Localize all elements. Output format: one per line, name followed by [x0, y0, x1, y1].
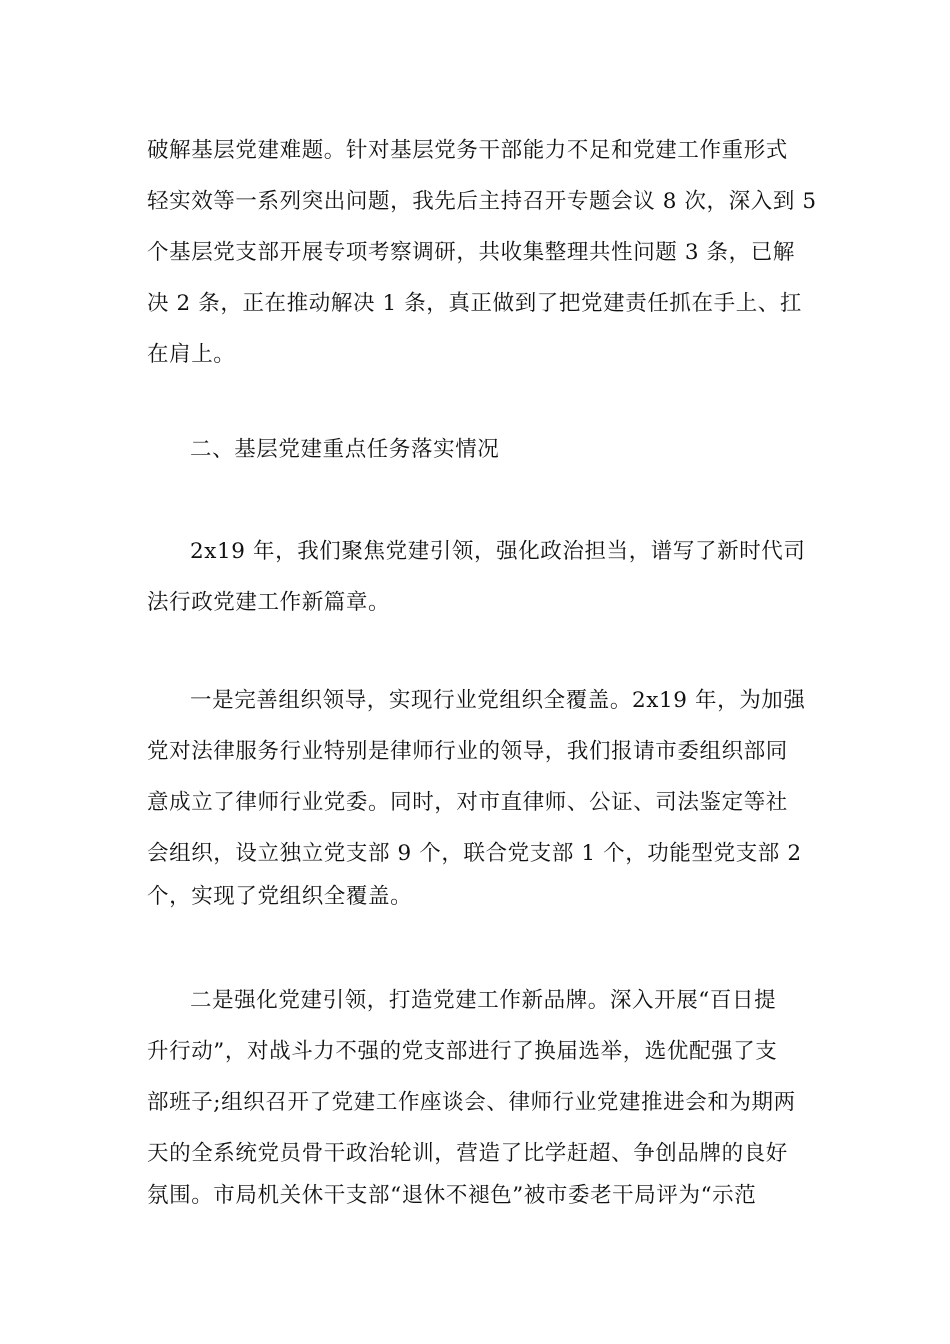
- paragraph-line: 天的全系统党员骨干政治轮训，营造了比学赶超、争创品牌的良好: [147, 1141, 788, 1166]
- paragraph-line: 个，实现了党组织全覆盖。: [147, 884, 413, 909]
- paragraph-line: 一是完善组织领导，实现行业党组织全覆盖。2x19 年，为加强: [190, 688, 806, 713]
- paragraph-line: 决 2 条，正在推动解决 1 条，真正做到了把党建责任抓在手上、扛: [147, 291, 802, 316]
- paragraph-line: 法行政党建工作新篇章。: [147, 590, 391, 615]
- paragraph-line: 部班子;组织召开了党建工作座谈会、律师行业党建推进会和为期两: [147, 1090, 796, 1115]
- paragraph-line: 升行动”，对战斗力不强的党支部进行了换届选举，选优配强了支: [147, 1039, 778, 1064]
- paragraph-line: 意成立了律师行业党委。同时，对市直律师、公证、司法鉴定等社: [147, 790, 788, 815]
- paragraph-line: 党对法律服务行业特别是律师行业的领导，我们报请市委组织部同: [147, 739, 788, 764]
- paragraph-line: 会组织，设立独立党支部 9 个，联合党支部 1 个，功能型党支部 2: [147, 841, 802, 866]
- paragraph-line: 氛围。市局机关休干支部“退休不褪色”被市委老干局评为“示范: [147, 1183, 757, 1208]
- paragraph-line: 个基层党支部开展专项考察调研，共收集整理共性问题 3 条，已解: [147, 240, 795, 265]
- paragraph-line: 轻实效等一系列突出问题，我先后主持召开专题会议 8 次，深入到 5: [147, 189, 817, 214]
- paragraph-line: 2x19 年，我们聚焦党建引领，强化政治担当，谱写了新时代司: [190, 539, 806, 564]
- paragraph-line: 破解基层党建难题。针对基层党务干部能力不足和党建工作重形式: [147, 138, 788, 163]
- paragraph-line: 二是强化党建引领，打造党建工作新品牌。深入开展“百日提: [190, 988, 777, 1013]
- paragraph-line: 在肩上。: [147, 342, 236, 367]
- section-heading: 二、基层党建重点任务落实情况: [190, 437, 500, 462]
